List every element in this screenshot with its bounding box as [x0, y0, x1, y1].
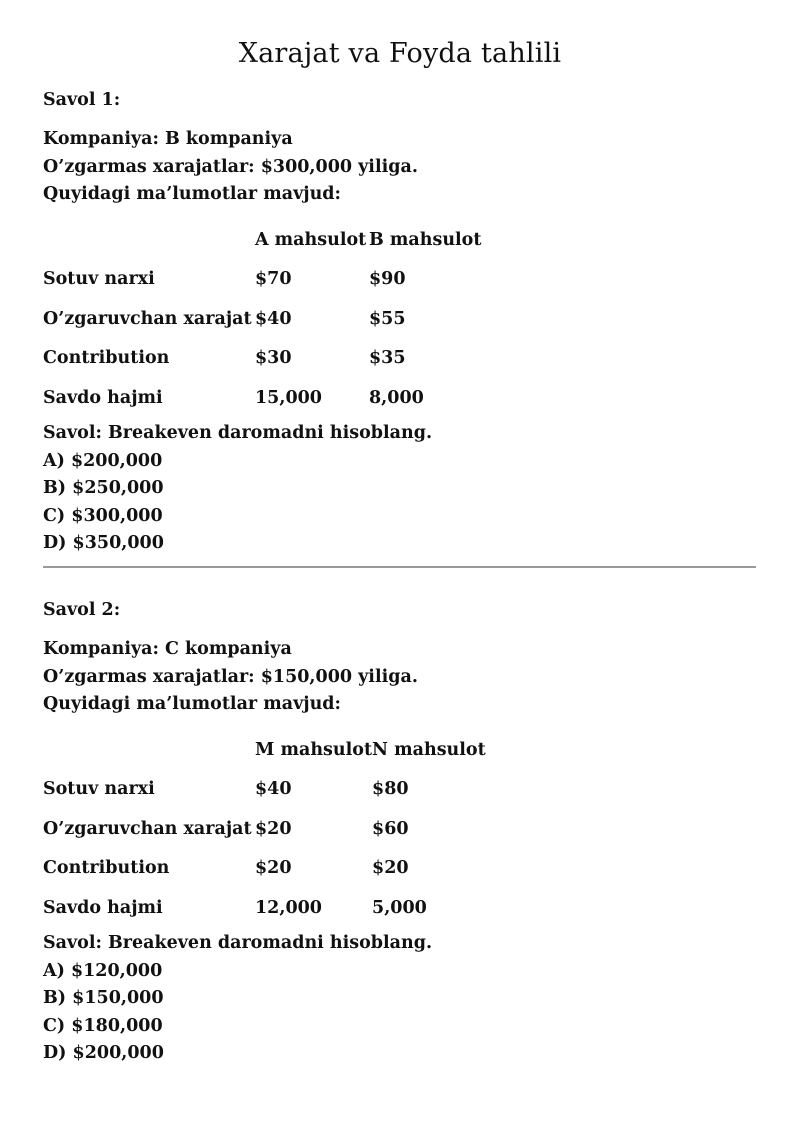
table-row — [43, 849, 492, 889]
table-row — [43, 889, 492, 929]
data-intro-line: Quyidagi ma’lumotlar mavjud: — [43, 694, 342, 714]
answer-option-c: C) $300,000 — [43, 505, 163, 526]
table-row — [43, 300, 489, 340]
table-row-label: Savdo hajmi — [43, 897, 163, 918]
table-header-cell: N mahsulot — [372, 739, 486, 760]
table-row — [43, 810, 492, 850]
table-cell: $70 — [255, 269, 292, 289]
answer-option-b: B) $150,000 — [43, 988, 164, 1008]
table-row-label: Savdo hajmi — [43, 387, 163, 408]
answer-option-a: A) $200,000 — [43, 450, 163, 471]
table-row-label: O’zgaruvchan xarajat — [43, 818, 252, 839]
table-header-row — [43, 731, 492, 771]
question-body — [43, 930, 763, 1068]
answer-option-a: A) $120,000 — [43, 960, 163, 981]
table-cell: $20 — [255, 858, 292, 878]
table-header-cell: B mahsulot — [369, 229, 482, 250]
table-cell: $40 — [255, 308, 292, 329]
table-cell: $80 — [372, 779, 409, 799]
table-cell: $20 — [372, 858, 409, 878]
table-row-label: Sotuv narxi — [43, 779, 155, 799]
table-cell: $20 — [255, 818, 292, 839]
table-row-label: Contribution — [43, 348, 170, 368]
table-cell: $35 — [369, 348, 406, 368]
question-prompt: Savol: Breakeven daromadni hisoblang. — [43, 423, 433, 443]
section-divider — [43, 566, 756, 568]
table-cell: 8,000 — [369, 387, 424, 408]
table-cell: $90 — [369, 269, 406, 289]
question-heading: Savol 1: — [43, 90, 121, 110]
table-header-row — [43, 221, 489, 261]
question-body — [43, 420, 763, 558]
company-line: Kompaniya: C kompaniya — [43, 639, 292, 659]
data-intro-line: Quyidagi ma’lumotlar mavjud: — [43, 184, 342, 204]
question-prompt: Savol: Breakeven daromadni hisoblang. — [43, 933, 433, 953]
question-intro — [43, 636, 763, 719]
question-1 — [43, 88, 763, 558]
answer-option-d: D) $200,000 — [43, 1043, 164, 1063]
table-row-label: O’zgaruvchan xarajat — [43, 308, 252, 329]
table-header-cell: A mahsulot — [255, 229, 367, 250]
table-row — [43, 339, 489, 379]
table-header-cell — [43, 221, 255, 261]
table-cell: 5,000 — [372, 897, 427, 918]
question-intro — [43, 126, 763, 209]
company-line: Kompaniya: B kompaniya — [43, 129, 293, 149]
question-heading: Savol 2: — [43, 600, 121, 620]
data-table — [43, 731, 492, 929]
table-cell: $60 — [372, 818, 409, 839]
table-header-cell: M mahsulot — [255, 739, 373, 760]
table-cell: $30 — [255, 348, 292, 368]
fixed-costs-line: O’zgarmas xarajatlar: $150,000 yiliga. — [43, 666, 418, 687]
table-row — [43, 260, 489, 300]
fixed-costs-line: O’zgarmas xarajatlar: $300,000 yiliga. — [43, 156, 418, 177]
answer-option-c: C) $180,000 — [43, 1015, 163, 1036]
table-cell: 15,000 — [255, 387, 322, 408]
table-cell: $55 — [369, 308, 406, 329]
page-title: Xarajat va Foyda tahlili — [238, 38, 562, 69]
data-table — [43, 221, 489, 419]
answer-option-b: B) $250,000 — [43, 478, 164, 498]
table-header-cell — [43, 731, 255, 771]
question-2 — [43, 598, 763, 1068]
table-row-label: Contribution — [43, 858, 170, 878]
table-row — [43, 379, 489, 419]
table-row-label: Sotuv narxi — [43, 269, 155, 289]
answer-option-d: D) $350,000 — [43, 533, 164, 553]
table-row — [43, 770, 492, 810]
table-cell: $40 — [255, 779, 292, 799]
table-cell: 12,000 — [255, 897, 322, 918]
